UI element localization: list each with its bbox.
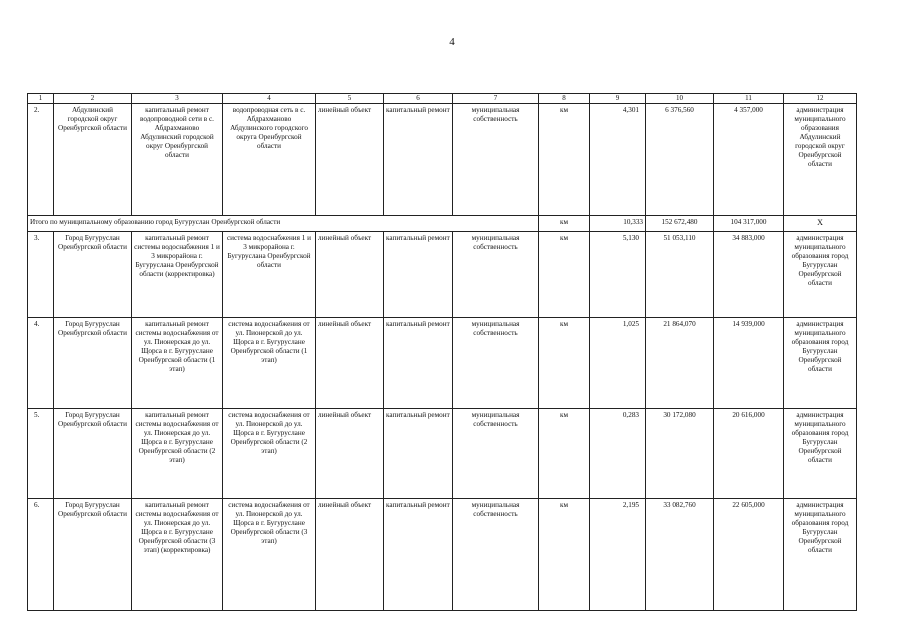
column-number-9: 9	[590, 94, 646, 104]
administration-cell: администрация муниципального образования город Бугуруслан Оренбургской области	[784, 232, 857, 318]
column-number-2: 2	[54, 94, 132, 104]
work-kind-cell: капитальный ремонт	[384, 409, 453, 499]
summary-subsidy: 104 317,000	[714, 216, 784, 232]
length-cell: 2,195	[590, 499, 646, 611]
summary-x: X	[784, 216, 857, 232]
column-number-10: 10	[646, 94, 714, 104]
municipality-cell: Город Бугуруслан Оренбургской области	[54, 409, 132, 499]
summary-row	[28, 216, 857, 232]
administration-cell: администрация муниципального образования город Бугуруслан Оренбургской области	[784, 318, 857, 409]
unit-cell: км	[539, 318, 590, 409]
column-number-6: 6	[384, 94, 453, 104]
unit-cell: км	[539, 409, 590, 499]
table-row	[28, 104, 857, 216]
summary-cost: 152 672,480	[646, 216, 714, 232]
administration-cell: администрация муниципального образования город Бугуруслан Оренбургской области	[784, 499, 857, 611]
column-number-1: 1	[28, 94, 54, 104]
table-row	[28, 409, 857, 499]
object-type-cell: линейный объект	[316, 409, 384, 499]
municipality-cell: Город Бугуруслан Оренбургской области	[54, 232, 132, 318]
object-type-cell: линейный объект	[316, 104, 384, 216]
ownership-cell: муниципальная собственность	[453, 499, 539, 611]
unit-cell: км	[539, 232, 590, 318]
header-row	[28, 94, 857, 104]
summary-length: 10,333	[590, 216, 646, 232]
subsidy-cell: 22 605,000	[714, 499, 784, 611]
row-number: 6.	[28, 499, 54, 611]
ownership-cell: муниципальная собственность	[453, 232, 539, 318]
ownership-cell: муниципальная собственность	[453, 318, 539, 409]
column-number-12: 12	[784, 94, 857, 104]
summary-label: Итого по муниципальному образованию город Бугуруслан Оренбургской области	[28, 216, 539, 232]
cost-cell: 33 082,760	[646, 499, 714, 611]
unit-cell: км	[539, 499, 590, 611]
ownership-cell: муниципальная собственность	[453, 409, 539, 499]
ownership-cell: муниципальная собственность	[453, 104, 539, 216]
work-kind-cell: капитальный ремонт	[384, 104, 453, 216]
column-number-5: 5	[316, 94, 384, 104]
work-description-cell: капитальный ремонт системы водоснабжения от ул. Пионерская до ул. Щорса в г. Бугуруслане Оренбургской области (2 этап)	[132, 409, 223, 499]
municipality-cell: Абдулинский городской округ Оренбургской области	[54, 104, 132, 216]
table-row	[28, 318, 857, 409]
table-body	[28, 94, 857, 611]
column-number-8: 8	[539, 94, 590, 104]
program-table	[27, 93, 857, 611]
unit-cell: км	[539, 104, 590, 216]
object-name-cell: система водоснабжения от ул. Пионерской до ул. Щорса в г. Бугуруслане Оренбургской области (3 этап)	[223, 499, 316, 611]
length-cell: 0,283	[590, 409, 646, 499]
length-cell: 5,130	[590, 232, 646, 318]
subsidy-cell: 20 616,000	[714, 409, 784, 499]
summary-unit: км	[539, 216, 590, 232]
row-number: 5.	[28, 409, 54, 499]
cost-cell: 21 864,070	[646, 318, 714, 409]
column-number-3: 3	[132, 94, 223, 104]
object-type-cell: линейный объект	[316, 318, 384, 409]
administration-cell: администрация муниципального образования город Бугуруслан Оренбургской области	[784, 409, 857, 499]
column-number-7: 7	[453, 94, 539, 104]
table-row	[28, 232, 857, 318]
length-cell: 4,301	[590, 104, 646, 216]
cost-cell: 30 172,080	[646, 409, 714, 499]
object-name-cell: система водоснабжения 1 и 3 микрорайона г. Бугуруслана Оренбургской области	[223, 232, 316, 318]
work-kind-cell: капитальный ремонт	[384, 232, 453, 318]
subsidy-cell: 4 357,000	[714, 104, 784, 216]
cost-cell: 6 376,560	[646, 104, 714, 216]
administration-cell: администрация муниципального образования Абдулинский городской округ Оренбургской области	[784, 104, 857, 216]
work-description-cell: капитальный ремонт системы водоснабжения от ул. Пионерская до ул. Щорса в г. Бугуруслане Оренбургской области (1 этап)	[132, 318, 223, 409]
cost-cell: 51 053,110	[646, 232, 714, 318]
object-type-cell: линейный объект	[316, 499, 384, 611]
row-number: 3.	[28, 232, 54, 318]
object-name-cell: водопроводная сеть в с. Абдрахманово Абдулинского городского округа Оренбургской области	[223, 104, 316, 216]
municipality-cell: Город Бугуруслан Оренбургской области	[54, 318, 132, 409]
length-cell: 1,025	[590, 318, 646, 409]
subsidy-cell: 34 883,000	[714, 232, 784, 318]
object-type-cell: линейный объект	[316, 232, 384, 318]
subsidy-cell: 14 939,000	[714, 318, 784, 409]
table-row	[28, 499, 857, 611]
row-number: 2.	[28, 104, 54, 216]
object-name-cell: система водоснабжения от ул. Пионерской до ул. Щорса в г. Бугуруслане Оренбургской области (1 этап)	[223, 318, 316, 409]
work-description-cell: капитальный ремонт системы водоснабжения 1 и 3 микрорайона г. Бугуруслана Оренбургской области (корректировка)	[132, 232, 223, 318]
column-number-11: 11	[714, 94, 784, 104]
municipality-cell: Город Бугуруслан Оренбургской области	[54, 499, 132, 611]
page-number: 4	[449, 36, 455, 48]
work-kind-cell: капитальный ремонт	[384, 318, 453, 409]
column-number-4: 4	[223, 94, 316, 104]
work-description-cell: капитальный ремонт водопроводной сети в с. Абдрахманово Абдулинский городской округ Оренбургской области	[132, 104, 223, 216]
work-kind-cell: капитальный ремонт	[384, 499, 453, 611]
object-name-cell: система водоснабжения от ул. Пионерской до ул. Щорса в г. Бугуруслане Оренбургской области (2 этап)	[223, 409, 316, 499]
row-number: 4.	[28, 318, 54, 409]
work-description-cell: капитальный ремонт системы водоснабжения от ул. Пионерская до ул. Щорса в г. Бугуруслане Оренбургской области (3 этап) (корректировка)	[132, 499, 223, 611]
